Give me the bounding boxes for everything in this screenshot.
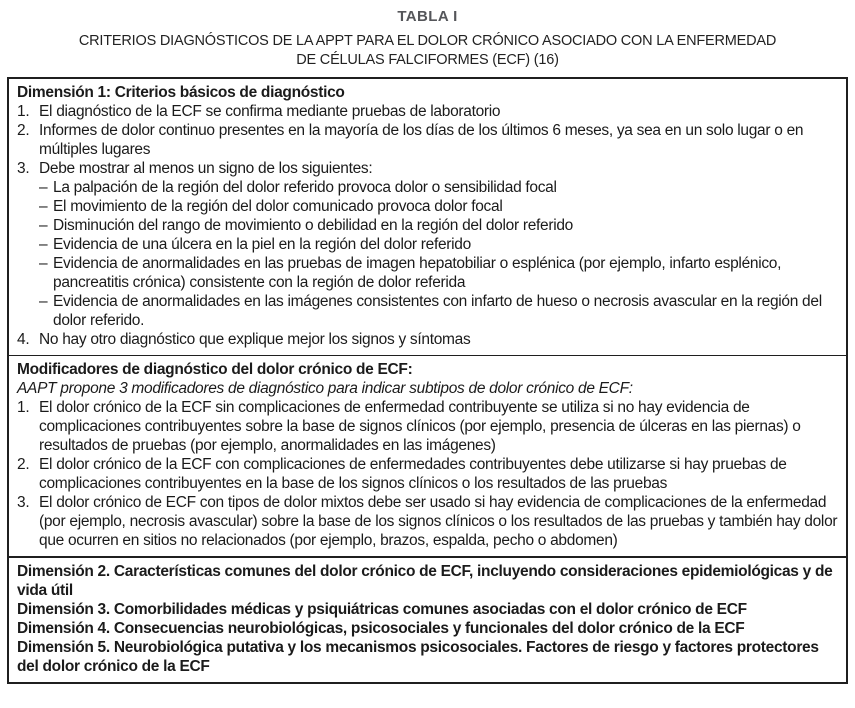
item-text: Informes de dolor continuo presentes en la mayoría de los días de los últimos 6 meses, ya sea en un solo lugar o en múltiples lugares xyxy=(39,122,804,158)
section-2-heading: Modificadores de diagnóstico del dolor crónico de ECF: xyxy=(17,361,413,378)
item-number: 1. xyxy=(17,399,30,416)
sub-list-item xyxy=(39,178,838,197)
sub-list-item xyxy=(39,235,838,254)
sub-item-text: El movimiento de la región del dolor comunicado provoca dolor focal xyxy=(53,198,503,215)
dimension-entry: Dimensión 4. Consecuencias neurobiológicas, psicosociales y funcionales del dolor crónico de la ECF xyxy=(17,620,745,637)
section-modifiers xyxy=(9,355,846,556)
item-text: El dolor crónico de la ECF con complicaciones de enfermedades contribuyentes debe utilizarse si hay pruebas de complicaciones contribuyentes en la base de los signos clínicos o los resultados de las pruebas xyxy=(39,456,787,492)
sub-list-item xyxy=(39,216,838,235)
dash-marker: – xyxy=(39,179,48,196)
dimension-entry: Dimensión 5. Neurobiológica putativa y los mecanismos psicosociales. Factores de riesgo y factores protectores del dolor crónico de la ECF xyxy=(17,639,819,675)
list-item xyxy=(17,159,838,178)
sub-item-text: Evidencia de una úlcera en la piel en la región del dolor referido xyxy=(53,236,471,253)
dash-marker: – xyxy=(39,255,48,272)
item-number: 1. xyxy=(17,103,30,120)
item-number: 3. xyxy=(17,494,30,511)
section-2-subheading: AAPT propone 3 modificadores de diagnóstico para indicar subtipos de dolor crónico de ECF: xyxy=(17,380,633,397)
list-item xyxy=(17,121,838,159)
table-title-block xyxy=(0,0,855,70)
sub-list-item xyxy=(39,197,838,216)
sub-item-text: La palpación de la región del dolor referido provoca dolor o sensibilidad focal xyxy=(53,179,557,196)
section-dimensions-2-5 xyxy=(9,556,846,682)
sub-item-text: Evidencia de anormalidades en las pruebas de imagen hepatobiliar o esplénica (por ejemplo, infarto esplénico, pancreatitis crónica) consistente con la región de dolor referida xyxy=(53,255,782,291)
dash-marker: – xyxy=(39,236,48,253)
item-number: 3. xyxy=(17,160,30,177)
item-number: 2. xyxy=(17,122,30,139)
dash-marker: – xyxy=(39,198,48,215)
item-text: El dolor crónico de la ECF sin complicaciones de enfermedad contribuyente se utiliza si no hay evidencia de complicaciones contribuyentes sobre la base de signos clínicos (por ejemplo, presencia de úlceras en las piernas) o resultados de pruebas (por ejemplo, anormalidades en las imágenes) xyxy=(39,399,801,454)
list-item xyxy=(17,493,838,550)
sub-list-item xyxy=(39,254,838,292)
sub-item-text: Evidencia de anormalidades en las imágenes consistentes con infarto de hueso o necrosis avascular en la región del dolor referido. xyxy=(53,293,822,329)
dash-marker: – xyxy=(39,217,48,234)
sub-item-text: Disminución del rango de movimiento o debilidad en la región del dolor referido xyxy=(53,217,573,234)
list-item xyxy=(17,455,838,493)
item-text: El diagnóstico de la ECF se confirma mediante pruebas de laboratorio xyxy=(39,103,501,120)
section-dimension-1 xyxy=(9,79,846,355)
table-caption-line-2: DE CÉLULAS FALCIFORMES (ECF) (16) xyxy=(296,52,559,68)
criteria-table xyxy=(7,77,848,684)
table-caption-line-1: CRITERIOS DIAGNÓSTICOS DE LA APPT PARA EL DOLOR CRÓNICO ASOCIADO CON LA ENFERMEDAD xyxy=(78,33,777,49)
item-number: 2. xyxy=(17,456,30,473)
item-number: 4. xyxy=(17,331,30,348)
list-item xyxy=(17,102,838,121)
item-text: No hay otro diagnóstico que explique mejor los signos y síntomas xyxy=(39,331,471,348)
sub-list-item xyxy=(39,292,838,330)
dash-marker: – xyxy=(39,293,48,310)
item-text: Debe mostrar al menos un signo de los siguientes: xyxy=(39,160,373,177)
item-text: El dolor crónico de ECF con tipos de dolor mixtos debe ser usado si hay evidencia de complicaciones de la enfermedad (por ejemplo, necrosis avascular) sobre la base de los signos clínicos o los resultados de las pruebas y también hay dolor que ocurren en sitios no relacionados (por ejemplo, brazos, espalda, pecho o abdomen) xyxy=(39,494,838,549)
section-1-heading: Dimensión 1: Criterios básicos de diagnóstico xyxy=(17,84,345,101)
dimension-entry: Dimensión 2. Características comunes del dolor crónico de ECF, incluyendo consideraciones epidemiológicas y de vida útil xyxy=(17,563,833,599)
list-item xyxy=(17,398,838,455)
dimension-entry: Dimensión 3. Comorbilidades médicas y psiquiátricas comunes asociadas con el dolor crónico de ECF xyxy=(17,601,747,618)
list-item xyxy=(17,330,838,349)
table-label: TABLA I xyxy=(397,8,458,25)
